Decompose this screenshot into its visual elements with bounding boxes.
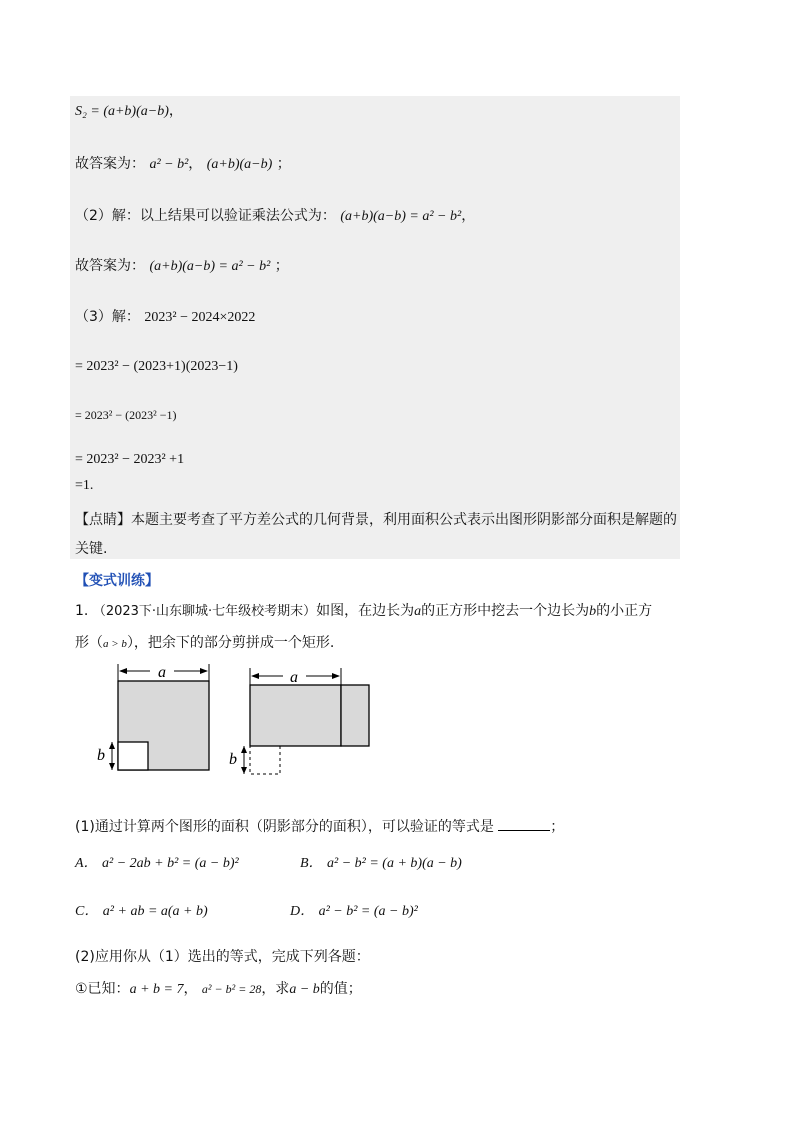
condition: a > b (103, 638, 127, 650)
step-3: = 2023² − 2023² +1 (75, 452, 185, 467)
var-b: b (589, 604, 597, 619)
question2-text: (2)应用你从（1）选出的等式，完成下列各题： (75, 949, 370, 965)
question1-end: ； (550, 819, 565, 835)
option-d[interactable] (290, 900, 418, 920)
question2-sub1 (75, 978, 362, 998)
sub1-f2: a² − b² = 28 (201, 982, 262, 996)
part2-line (75, 205, 475, 225)
option-c-letter: C． (75, 904, 99, 919)
semicolon: ； (276, 156, 291, 172)
option-c[interactable] (75, 900, 208, 920)
part3-line (75, 306, 255, 326)
var-a: a (414, 604, 422, 619)
dashed-cutout (250, 746, 280, 774)
sub1-tail: 的值； (319, 981, 362, 997)
option-a[interactable] (75, 852, 239, 872)
option-a-letter: A． (75, 856, 98, 871)
sub1-target: a − b (289, 982, 320, 997)
answer-line-1 (75, 153, 291, 173)
comment-text-1: 本题主要考查了平方差公式的几何背景，利用面积公式表示出图形阴影部分面积是解题的 (131, 512, 677, 528)
label-a-right: a (290, 669, 298, 686)
option-d-letter: D． (290, 904, 315, 919)
rectangle-main (250, 685, 341, 746)
small-square-cutout (118, 742, 148, 770)
option-c-formula: a² + ab = a(a + b) (102, 904, 208, 919)
geometry-figure (90, 660, 390, 790)
answer1-a: a² − b² (149, 157, 189, 172)
label-a-left: a (158, 664, 166, 681)
option-a-formula: a² − 2ab + b² = (a − b)² (102, 856, 239, 871)
comment-line-1 (75, 509, 677, 529)
question1-line (75, 816, 564, 836)
problem-text-2b: ），把余下的部分剪拼成一个矩形. (126, 635, 335, 651)
part2-end: ， (461, 208, 476, 224)
sub1-sep: ， (183, 981, 198, 997)
answer-line-2 (75, 255, 289, 275)
step-1: = 2023² − (2023+1)(2023−1) (75, 359, 238, 374)
sub1-prefix: ①已知： (75, 981, 130, 997)
problem-text-1a: 如图，在边长为 (316, 603, 415, 619)
comma: ， (168, 103, 183, 119)
sub1-end: ，求 (261, 981, 290, 997)
problem-line-1 (75, 600, 652, 620)
section-title: 【变式训练】 (75, 573, 159, 589)
option-d-formula: a² − b² = (a − b)² (318, 904, 418, 919)
s2-formula: S₂ = (a+b)(a−b) (75, 104, 169, 119)
part3-label: （3）解： (75, 309, 140, 325)
problem-line-2 (75, 632, 334, 652)
s2-line (75, 100, 183, 120)
problem-number: 1. (75, 603, 89, 619)
question1-text: (1)通过计算两个图形的面积（阴影部分的面积），可以验证的等式是 (75, 819, 494, 835)
part2-text: （2）解：以上结果可以验证乘法公式为： (75, 208, 336, 224)
label-b-right: b (229, 751, 237, 768)
semicolon-2: ； (274, 258, 289, 274)
problem-source: （2023下·山东聊城·七年级校考期末） (92, 604, 317, 619)
step-4: =1. (75, 478, 94, 493)
label-b-left: b (97, 747, 105, 764)
problem-text-2a: 形（ (75, 635, 103, 651)
rectangle-piece (341, 685, 369, 746)
option-b-letter: B． (300, 856, 323, 871)
part2-formula: (a+b)(a−b) = a² − b² (340, 209, 462, 224)
answer-prefix: 故答案为： (75, 156, 145, 172)
part3-formula: 2023² − 2024×2022 (144, 310, 256, 325)
comment-line-2: 关键. (75, 541, 108, 557)
sub1-f1: a + b = 7 (129, 982, 184, 997)
answer1-sep: ， (188, 156, 203, 172)
answer2-formula: (a+b)(a−b) = a² − b² (149, 259, 271, 274)
comment-label: 【点睛】 (75, 512, 131, 528)
problem-text-1c: 的小正方 (596, 603, 653, 619)
answer-blank[interactable] (498, 818, 550, 831)
step-2: = 2023² − (2023² −1) (75, 408, 177, 422)
answer1-b: (a+b)(a−b) (206, 157, 273, 172)
option-b-formula: a² − b² = (a + b)(a − b) (327, 856, 462, 871)
answer-prefix-2: 故答案为： (75, 258, 145, 274)
problem-text-1b: 的正方形中挖去一个边长为 (421, 603, 590, 619)
option-b[interactable] (300, 852, 462, 872)
